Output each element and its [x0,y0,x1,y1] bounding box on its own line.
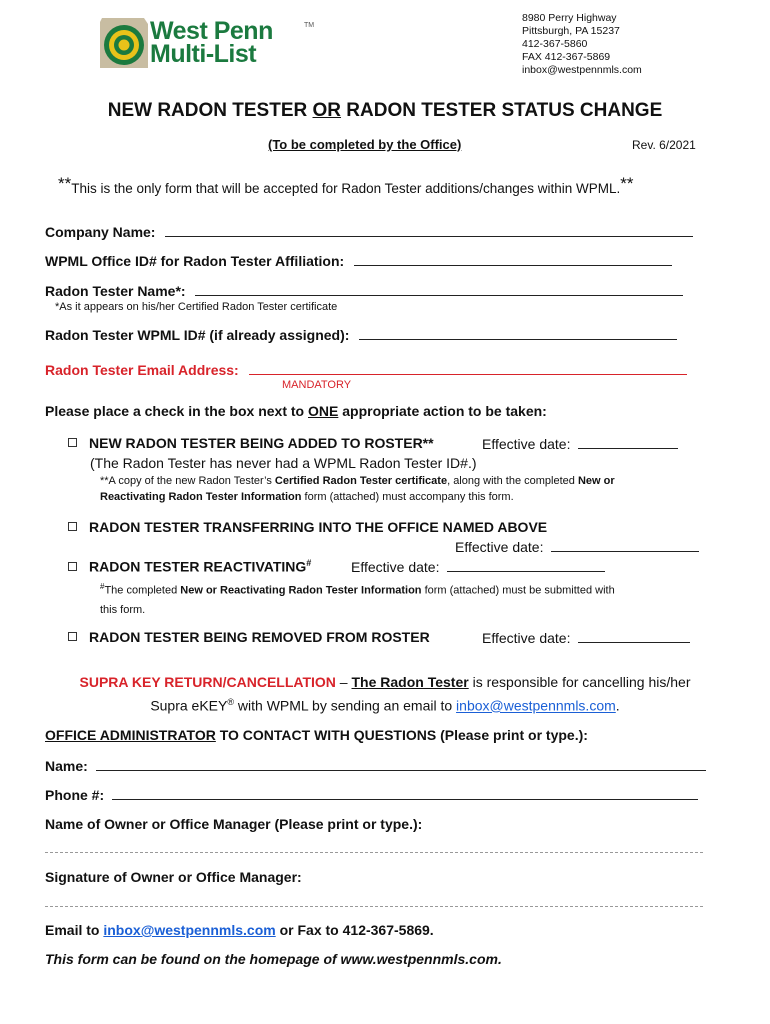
title-part2: RADON TESTER STATUS CHANGE [341,100,663,121]
action-reactivate-sup: # [306,558,312,568]
address-block [522,12,642,77]
tester-name-label: Radon Tester Name*: [45,283,186,299]
action-reactivate-effective-label: Effective date: [351,559,440,575]
admin-name-line[interactable] [96,757,706,771]
footer-email-post: or Fax to 412-367-5869. [275,922,434,938]
action-remove-checkbox[interactable] [68,632,77,641]
action-reactivate-note-c: form (attached) must be submitted with [421,584,615,597]
signature-label: Signature of Owner or Office Manager: [45,869,302,885]
action-new-label: NEW RADON TESTER BEING ADDED TO ROSTER** [89,435,434,451]
notice-stars-left: ** [58,174,72,193]
supra-line2: with WPML by sending an email to [234,697,457,714]
action-reactivate-note [100,577,615,620]
action-transfer-label: RADON TESTER TRANSFERRING INTO THE OFFICE NAMED ABOVE [89,519,548,535]
action-reactivate-checkbox[interactable] [68,562,77,571]
logo [98,14,328,74]
action-new-note [100,473,615,505]
action-new-checkbox[interactable] [68,438,77,447]
footer-homepage: This form can be found on the homepage of www.westpennmls.com. [45,951,502,967]
tester-id-label: Radon Tester WPML ID# (if already assigned): [45,327,350,343]
action-new-note-b: Certified Radon Tester certificate [274,475,448,487]
company-name-field[interactable] [45,223,693,240]
signature-line[interactable] [45,906,703,907]
logo-trademark: TM [304,22,315,29]
admin-heading [45,727,588,743]
address-phone: 412-367-5860 [522,38,588,50]
title-part1: NEW RADON TESTER [107,100,313,121]
office-id-label: WPML Office ID# for Radon Tester Affiliation: [45,253,345,269]
address-city: Pittsburgh, PA 15237 [522,25,620,37]
email-field[interactable] [45,361,687,378]
action-new-note-e: Reactivating Radon Tester Information [100,491,302,503]
action-new-effective[interactable] [482,435,678,452]
email-line[interactable] [249,361,687,375]
supra-ekey: Supra eKEY [150,697,228,714]
email-label: Radon Tester Email Address: [45,362,239,378]
company-name-label: Company Name: [45,224,156,240]
mandatory-note: MANDATORY [282,379,352,391]
footer-email-pre: Email to [45,922,104,938]
notice [58,174,634,196]
logo-pennsylvania-icon [98,14,150,72]
action-transfer-row [68,519,547,535]
subtitle: (To be completed by the Office) [268,137,462,152]
logo-line2: Multi-List [150,40,257,68]
actions-heading [45,403,547,419]
logo-line1: West Penn [150,17,273,45]
actions-heading-post: appropriate action to be taken: [338,403,547,419]
action-reactivate-effective-line[interactable] [447,558,605,572]
address-email: inbox@westpennmls.com [522,64,642,76]
owner-name-line[interactable] [45,852,703,853]
office-id-line[interactable] [354,252,672,266]
notice-text: This is the only form that will be accepted for Radon Tester additions/changes within WPML. [71,181,621,196]
tester-id-field[interactable] [45,326,677,343]
address-street: 8980 Perry Highway [522,12,617,24]
supra-heading: SUPRA KEY RETURN/CANCELLATION [79,674,336,690]
action-transfer-effective-label: Effective date: [455,539,544,555]
action-reactivate-note-sup: # [100,582,105,591]
footer-email-link[interactable]: inbox@westpennmls.com [103,922,276,938]
action-new-row [68,435,434,451]
address-fax: FAX 412-367-5869 [522,51,611,63]
action-new-effective-line[interactable] [578,435,678,449]
action-new-effective-label: Effective date: [482,436,571,452]
admin-heading-underlined: OFFICE ADMINISTRATOR [45,727,216,743]
action-new-note-d: New or [577,475,615,487]
action-remove-effective-line[interactable] [578,629,690,643]
supra-dash: – [335,674,352,690]
action-reactivate-row [68,558,311,575]
page-title [0,100,770,122]
action-reactivate-note-d: this form. [100,603,146,616]
actions-heading-one: ONE [308,403,339,419]
action-remove-label: RADON TESTER BEING REMOVED FROM ROSTER [89,629,430,645]
notice-stars-right: ** [620,174,634,193]
action-remove-effective[interactable] [482,629,690,646]
action-remove-row [68,629,430,645]
tester-name-note: *As it appears on his/her Certified Radon Tester certificate [55,301,338,313]
action-remove-effective-label: Effective date: [482,630,571,646]
revision: Rev. 6/2021 [632,138,696,152]
action-new-note-c: , along with the completed [447,475,578,487]
action-transfer-checkbox[interactable] [68,522,77,531]
supra-rest: is responsible for cancelling his/her [468,674,691,690]
supra-reg: ® [227,697,235,707]
tester-id-line[interactable] [359,326,677,340]
footer-email [45,922,434,938]
company-name-line[interactable] [165,223,693,237]
action-reactivate-label: RADON TESTER REACTIVATING [89,558,307,575]
supra-tester: The Radon Tester [351,674,469,690]
supra-email-link[interactable]: inbox@westpennmls.com [456,697,616,714]
supra-period: . [615,697,620,714]
admin-heading-rest: TO CONTACT WITH QUESTIONS (Please print or type.): [215,727,588,743]
action-new-note-f: form (attached) must accompany this form. [301,491,514,503]
admin-phone-field[interactable] [45,786,698,803]
owner-name-label: Name of Owner or Office Manager (Please print or type.): [45,816,423,832]
action-transfer-effective[interactable] [455,538,699,555]
office-id-field[interactable] [45,252,672,269]
actions-heading-pre: Please place a check in the box next to [45,403,308,419]
action-reactivate-effective[interactable] [351,558,605,575]
tester-name-line[interactable] [195,282,683,296]
admin-phone-line[interactable] [112,786,698,800]
action-new-note-a: **A copy of the new Radon Tester’s [100,475,275,487]
action-reactivate-note-a: The completed [104,584,181,597]
tester-name-field[interactable] [45,282,683,299]
title-or: OR [312,100,342,121]
action-transfer-effective-line[interactable] [551,538,699,552]
supra-notice [0,672,770,716]
admin-name-field[interactable] [45,757,706,774]
admin-phone-label: Phone #: [45,787,105,803]
admin-name-label: Name: [45,758,88,774]
action-new-sub: (The Radon Tester has never had a WPML Radon Tester ID#.) [90,455,477,471]
action-reactivate-note-b: New or Reactivating Radon Tester Information [180,584,422,597]
